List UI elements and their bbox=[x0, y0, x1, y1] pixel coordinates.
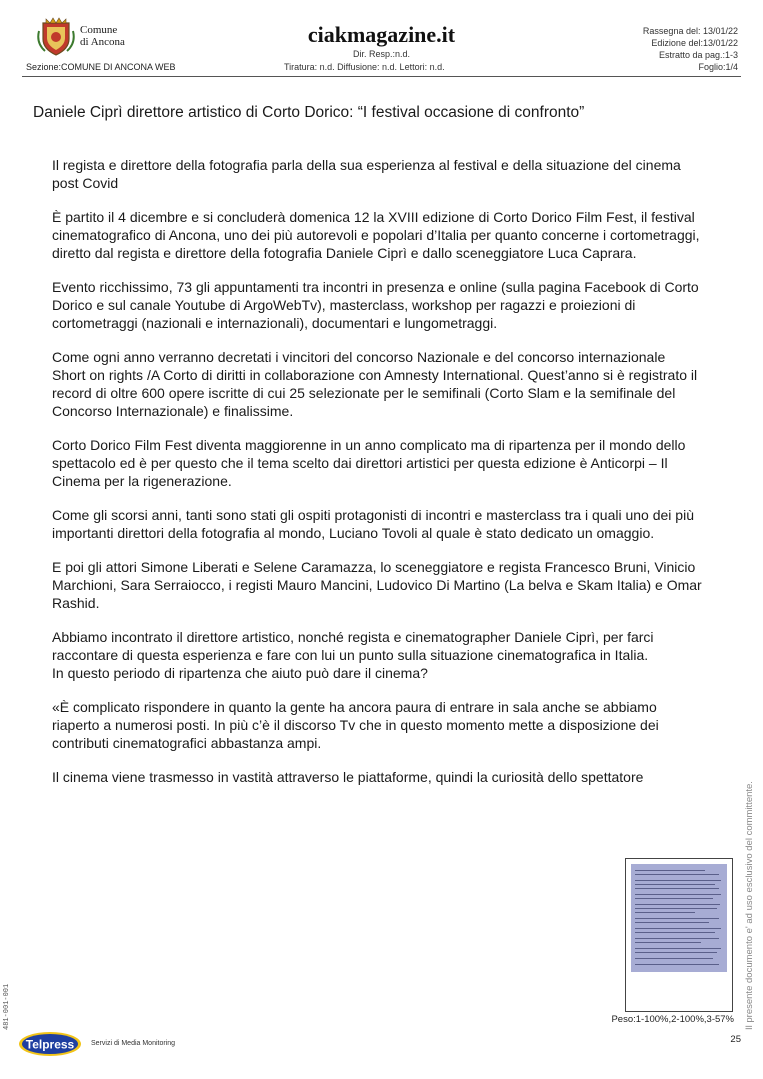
telpress-logo-text: Telpress bbox=[25, 1037, 75, 1052]
article-paragraph: È partito il 4 dicembre e si concluderà domenica 12 la XVIII edizione di Corto Dorico Film Fest, il festival cinematografico di Ancona, uno dei più autorevoli e popolari d’Italia per quanto concerne i cortometraggi, diretto dal regista e direttore della fotografia Daniele Ciprì e dallo sceneggiatore Luca Caprara. bbox=[52, 209, 700, 261]
article-paragraph: «È complicato rispondere in quanto la gente ha ancora paura di entrare in sala anche se abbiamo riaperto a numerosi posti. In più c’è il discorso Tv che in questo momento mette a disposizione dei contributi cinematografici abbastanza ampi. bbox=[52, 699, 659, 751]
article-paragraph: Il cinema viene trasmesso in vastità attraverso le piattaforme, quindi la curiosità dello spettatore bbox=[52, 769, 644, 785]
usage-disclaimer: Il presente documento e' ad uso esclusivo del committente. bbox=[744, 781, 755, 1030]
rassegna-date: Rassegna del: 13/01/22 bbox=[642, 26, 738, 36]
article-paragraph: Come gli scorsi anni, tanti sono stati gli ospiti protagonisti di incontri e masterclass tra i quali uno dei più importanti direttori della fotografia al mondo, Luciano Tovoli al quale è stato dedicato un omaggio. bbox=[52, 507, 694, 541]
section-label: Sezione:COMUNE DI ANCONA WEB bbox=[26, 62, 176, 72]
article-title: Daniele Ciprì direttore artistico di Corto Dorico: “I festival occasione di confronto” bbox=[33, 104, 585, 121]
circulation-info: Tiratura: n.d. Diffusione: n.d. Lettori: n.d. bbox=[284, 62, 445, 72]
edition-date: Edizione del:13/01/22 bbox=[651, 38, 738, 48]
article-paragraph: Corto Dorico Film Fest diventa maggiorenne in un anno complicato ma di ripartenza per il mondo dello spettacolo ed è per questo che il tema scelto dai direttori artistici per questa edizione è Anticorpi – Il Cinema per la rigenerazione. bbox=[52, 437, 686, 489]
telpress-logo bbox=[18, 1031, 82, 1057]
thumbnail-highlight bbox=[631, 864, 727, 972]
magazine-title: ciakmagazine.it bbox=[307, 22, 456, 47]
press-review-meta bbox=[643, 25, 738, 73]
article-paragraph: Abbiamo incontrato il direttore artistico, nonché regista e cinematographer Daniele Ciprì, per farci raccontare di questa esperienza e fare con lui un punto sulla situazione cinematografica in Italia. bbox=[52, 629, 654, 663]
header-divider bbox=[22, 76, 741, 77]
sheet-number: Foglio:1/4 bbox=[698, 62, 738, 72]
page-thumbnail bbox=[625, 858, 733, 1012]
director-responsible: Dir. Resp.:n.d. bbox=[352, 49, 411, 59]
page-number: 25 bbox=[730, 1034, 741, 1045]
article-body bbox=[52, 156, 702, 802]
document-code: 481-001-001 bbox=[3, 983, 11, 1030]
comune-line-2: di Ancona bbox=[80, 36, 125, 48]
extract-pages: Estratto da pag.:1-3 bbox=[658, 50, 738, 60]
article-paragraph: E poi gli attori Simone Liberati e Selene Caramazza, lo sceneggiatore e regista Francesco Bruni, Vinicio Marchioni, Sara Serraiocco, i registi Mauro Mancini, Ludovico Di Martino (La belva e Skam Italia) e Omar Rashid. bbox=[52, 559, 702, 611]
article-paragraph: Il regista e direttore della fotografia parla della sua esperienza al festival e della situazione del cinema post Covid bbox=[52, 157, 681, 191]
article-paragraph: Evento ricchissimo, 73 gli appuntamenti tra incontri in presenza e online (sulla pagina Facebook di Corto Dorico e sul canale Youtube di ArgoWebTv), masterclass, workshop per ragazzi e proiezioni di cortometraggi (nazionali e internazionali), documentari e lungometraggi. bbox=[52, 279, 699, 331]
interview-question: In questo periodo di ripartenza che aiuto può dare il cinema? bbox=[52, 665, 428, 681]
page-header bbox=[0, 0, 763, 80]
article-paragraph: Come ogni anno verranno decretati i vincitori del concorso Nazionale e del concorso internazionale Short on rights /A Corto di diritti in collaborazione con Amnesty International. Quest’anno si è registrato il record di oltre 600 opere iscritte di cui 25 selezionate per le semifinali (Corto Slam e la semifinale del Concorso Internazionale) e finalissime. bbox=[52, 349, 698, 419]
weight-info: Peso:1-100%,2-100%,3-57% bbox=[611, 1014, 734, 1025]
telpress-label: Servizi di Media Monitoring bbox=[91, 1040, 176, 1047]
comune-line-1: Comune bbox=[80, 24, 118, 36]
